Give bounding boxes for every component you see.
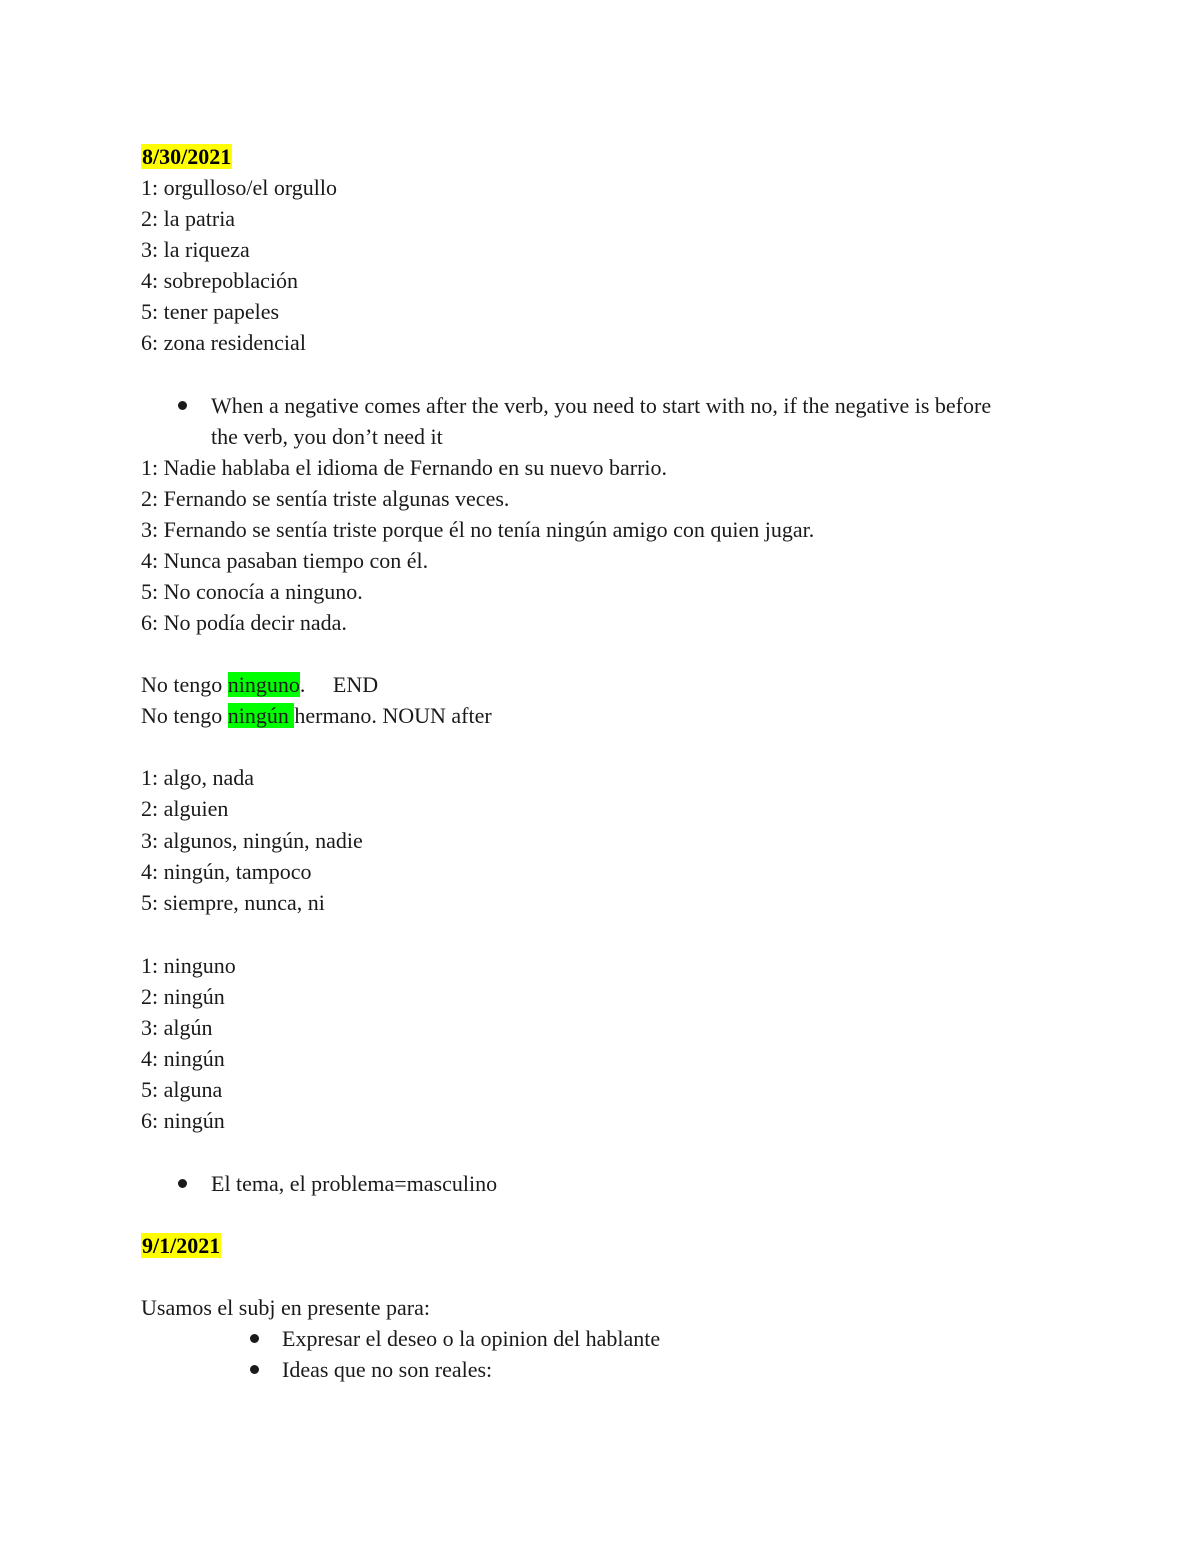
- vocab-item: 3: la riqueza: [141, 237, 250, 262]
- example-suffix: hermano. NOUN after: [294, 703, 492, 728]
- example-ningun: [141, 700, 492, 731]
- list-a-item: 3: algunos, ningún, nadie: [141, 828, 363, 853]
- list-b-item: 1: ninguno: [141, 953, 236, 978]
- example-prefix: No tengo: [141, 672, 228, 697]
- bullet-dot-icon: [250, 1365, 259, 1374]
- green-highlight: ningún: [227, 703, 295, 728]
- bullet-gender-note: El tema, el problema=masculino: [211, 1171, 498, 1196]
- bullet-negative-rule-line2: the verb, you don’t need it: [211, 424, 443, 449]
- sentence-item: 3: Fernando se sentía triste porque él no tenía ningún amigo con quien jugar.: [141, 517, 815, 542]
- list-a-item: 1: algo, nada: [141, 765, 255, 790]
- example-prefix: No tengo: [141, 703, 228, 728]
- list-a-item: 4: ningún, tampoco: [141, 859, 312, 884]
- list-b-item: 4: ningún: [141, 1046, 225, 1071]
- green-highlight: ninguno: [227, 672, 300, 697]
- bullet-dot-icon: [250, 1334, 259, 1343]
- date-highlight: 9/1/2021: [142, 1233, 221, 1258]
- subjunctive-bullet: Ideas que no son reales:: [282, 1357, 493, 1382]
- vocab-item: 4: sobrepoblación: [141, 268, 299, 293]
- sentence-item: 1: Nadie hablaba el idioma de Fernando en su nuevo barrio.: [141, 455, 668, 480]
- sentence-item: 2: Fernando se sentía triste algunas veces.: [141, 486, 510, 511]
- list-b-item: 2: ningún: [141, 984, 225, 1009]
- bullet-negative-rule-line1: When a negative comes after the verb, you need to start with no, if the negative is before: [211, 393, 992, 418]
- example-suffix: . END: [299, 672, 379, 697]
- section-date-heading: [141, 141, 232, 172]
- list-b-item: 6: ningún: [141, 1108, 225, 1133]
- sentence-item: 5: No conocía a ninguno.: [141, 579, 363, 604]
- subjunctive-intro: Usamos el subj en presente para:: [141, 1295, 430, 1320]
- sentence-item: 6: No podía decir nada.: [141, 610, 347, 635]
- example-ninguno: [141, 669, 378, 700]
- list-a-item: 2: alguien: [141, 796, 229, 821]
- bullet-dot-icon: [178, 401, 187, 410]
- list-b-item: 5: alguna: [141, 1077, 223, 1102]
- vocab-item: 1: orgulloso/el orgullo: [141, 175, 337, 200]
- vocab-item: 6: zona residencial: [141, 330, 306, 355]
- date-highlight: 8/30/2021: [142, 144, 232, 169]
- sentence-item: 4: Nunca pasaban tiempo con él.: [141, 548, 429, 573]
- list-a-item: 5: siempre, nunca, ni: [141, 890, 325, 915]
- bullet-dot-icon: [178, 1179, 187, 1188]
- section-date-heading: [141, 1230, 221, 1261]
- list-b-item: 3: algún: [141, 1015, 213, 1040]
- vocab-item: 2: la patria: [141, 206, 236, 231]
- subjunctive-bullet: Expresar el deseo o la opinion del hablante: [282, 1326, 661, 1351]
- vocab-item: 5: tener papeles: [141, 299, 280, 324]
